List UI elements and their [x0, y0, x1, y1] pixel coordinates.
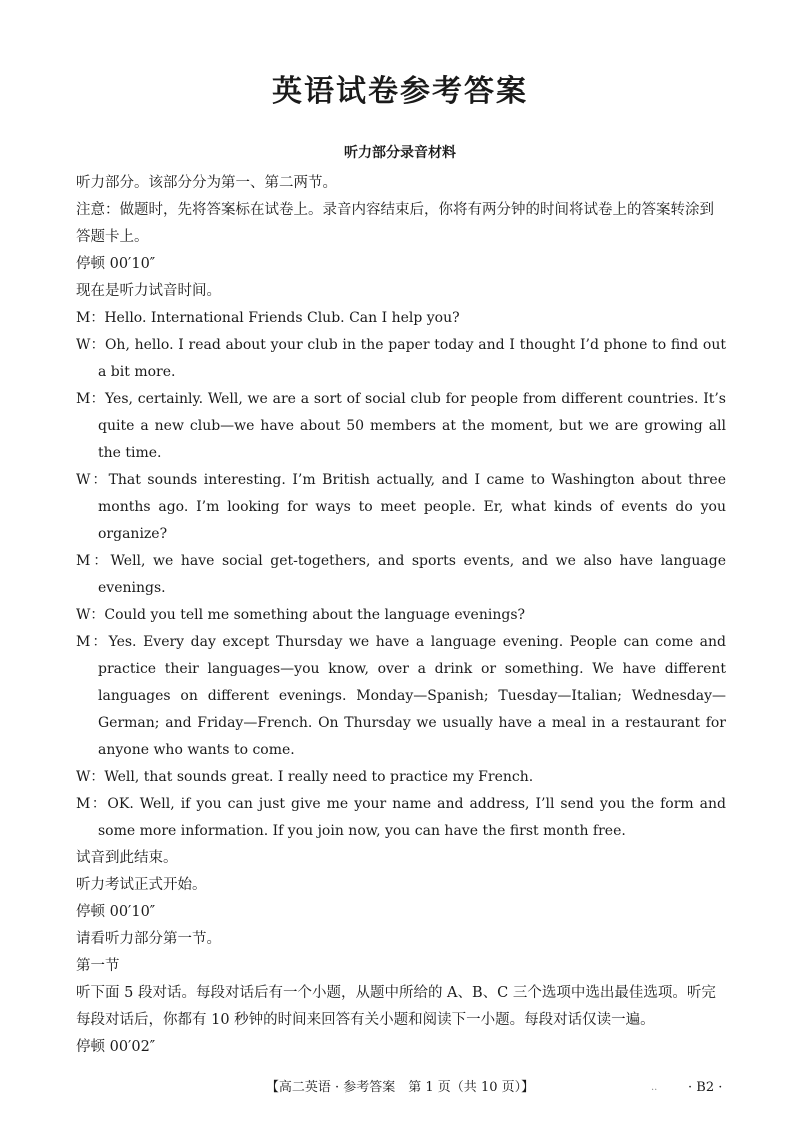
dialogue-turn: [76, 386, 726, 467]
speaker-label: W：: [76, 607, 105, 623]
dialogue-turn: [76, 467, 726, 548]
page-title: 英语试卷参考答案: [272, 74, 528, 109]
section-heading: 第一节: [76, 958, 120, 974]
section-subtitle: 听力部分录音材料: [344, 145, 456, 161]
speaker-label: M：: [76, 310, 105, 326]
dialogue-turn: [76, 764, 726, 791]
dialogue-text: Well, that sounds great. I really need to practice my French.: [104, 769, 534, 785]
footer-page-info: 【高二英语 · 参考答案 第 1 页（共 10 页）】: [265, 1080, 535, 1095]
dialogue-text: Hello. International Friends Club. Can I help you?: [104, 310, 460, 326]
dialogue-text: Oh, hello. I read about your club in the paper today and I thought I’d phone to find out a bit more.: [98, 337, 727, 380]
dialogue-text: OK. Well, if you can just give me your name and address, I’ll send you the form and some more information. If you join now, you can have the first month free.: [98, 796, 726, 839]
intro-line: 现在是听力试音时间。: [76, 283, 221, 299]
outro-line: 停顿 00′10″: [76, 904, 156, 920]
outro-line: 试音到此结束。: [76, 850, 178, 866]
page-footer: [0, 1078, 800, 1098]
dialogue-text: Well, we have social get-togethers, and sports events, and we also have language evenings.: [98, 553, 726, 596]
outro-line: 停顿 00′02″: [76, 1039, 156, 1055]
dialogue-turn: [76, 629, 726, 764]
speaker-label: M：: [76, 553, 111, 569]
dialogue-turn: [76, 305, 726, 332]
footer-code: · B2 ·: [688, 1080, 723, 1095]
dialogue-turn: [76, 791, 726, 845]
speaker-label: W：: [76, 769, 105, 785]
speaker-label: M：: [76, 391, 106, 407]
document-body: [76, 170, 726, 1061]
instruction-paragraph: 听下面 5 段对话。每段对话后有一个小题，从题中所给的 A、B、C 三个选项中选出最佳选项。听完每段对话后，你都有 10 秒钟的时间来回答有关小题和阅读下一小题。每段对话仅读一遍。: [76, 985, 716, 1028]
speaker-label: M：: [76, 634, 109, 650]
outro-line: 听力考试正式开始。: [76, 877, 207, 893]
speaker-label: W：: [76, 472, 109, 488]
dialogue-text: Yes. Every day except Thursday we have a language evening. People can come and practice their languages—you know, over a drink or something. We have different languages on different evenings. Monday—Spanish; Tuesday—Italian; Wednesday—German; and Friday—French. On Thursday we usually have a meal in a restaurant for anyone who wants to come.: [98, 634, 726, 758]
dialogue-turn: [76, 602, 726, 629]
dialogue-text: Could you tell me something about the language evenings?: [104, 607, 526, 623]
dialogue-text: Yes, certainly. Well, we are a sort of social club for people from different countries. It’s quite a new club—we have about 50 members at the moment, but we are growing all the time.: [98, 391, 726, 461]
dialogue-text: That sounds interesting. I’m British actually, and I came to Washington about three months ago. I’m looking for ways to meet people. Er, what kinds of events do you organize?: [98, 472, 727, 542]
dialogue-turn: [76, 548, 726, 602]
speaker-label: W：: [76, 337, 105, 353]
outro-line: 请看听力部分第一节。: [76, 931, 221, 947]
dialogue-turn: [76, 332, 726, 386]
intro-line: 停顿 00′10″: [76, 256, 156, 272]
speaker-label: M：: [76, 796, 108, 812]
intro-line: 注意：做题时，先将答案标在试卷上。录音内容结束后，你将有两分钟的时间将试卷上的答案转涂到答题卡上。: [76, 202, 714, 245]
footer-mark: ..: [651, 1082, 658, 1093]
intro-line: 听力部分。该部分分为第一、第二两节。: [76, 175, 337, 191]
